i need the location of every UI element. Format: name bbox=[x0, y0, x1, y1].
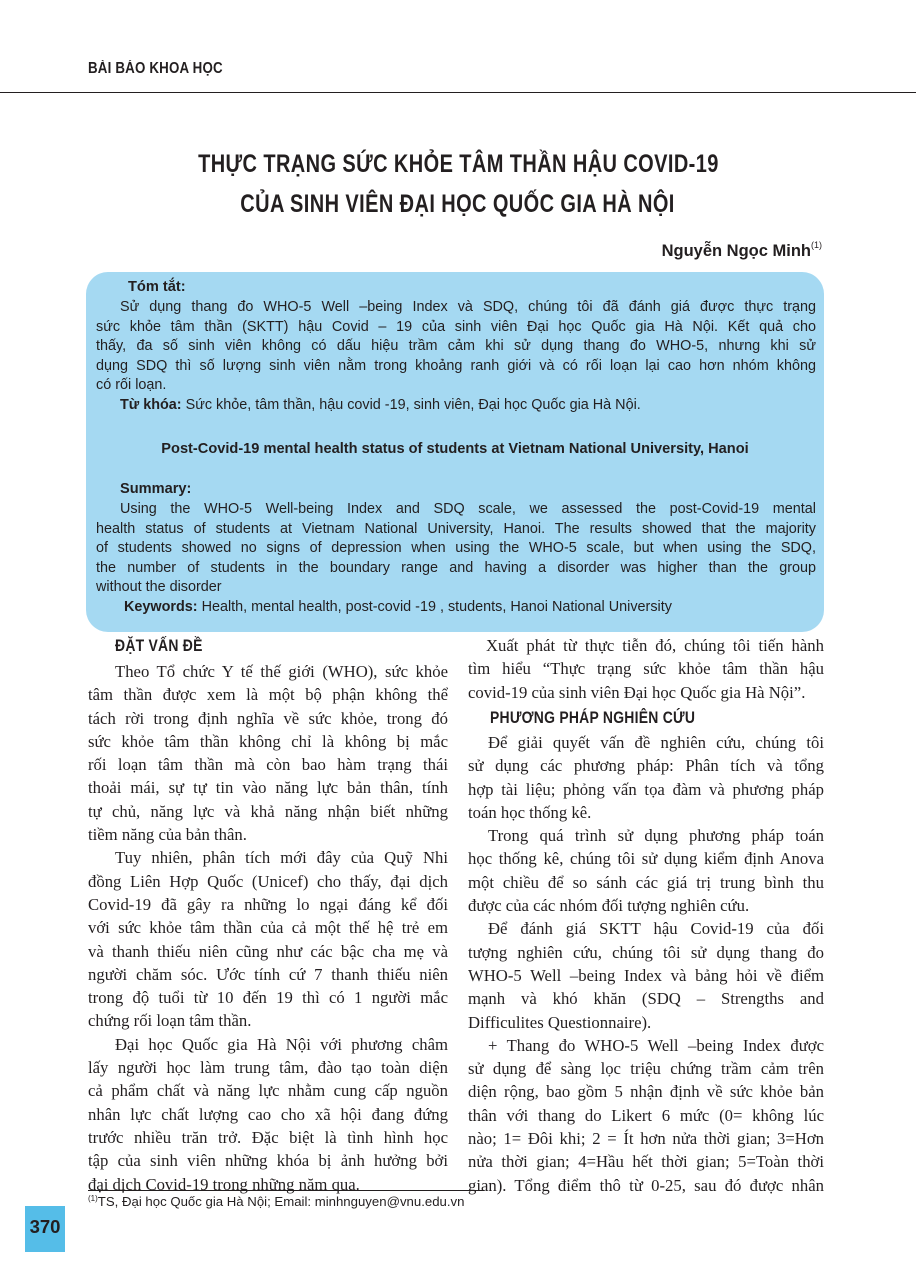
section-heading-intro: ĐẶT VẤN ĐỀ bbox=[115, 636, 203, 655]
paragraph-line: tìm hiểu “Thực trạng sức khỏe tâm thần hậu bbox=[468, 659, 824, 679]
footnote-mark: (1) bbox=[88, 1194, 98, 1203]
paragraph-line: tâm thần được xem là một bộ phận không thể bbox=[88, 685, 448, 705]
footnote-rule bbox=[88, 1190, 484, 1191]
paragraph-line: sử dụng để sàng lọc triệu chứng trầm cảm trên bbox=[468, 1059, 824, 1079]
paragraph-line: nào; 1= Đôi khi; 2 = Ít hơn nửa thời gian; 3=Hơn bbox=[468, 1129, 824, 1149]
author-mark: (1) bbox=[811, 240, 822, 250]
paragraph-line: đại dịch Covid-19 trong những năm qua. bbox=[88, 1174, 360, 1194]
abstract-vi-keywords bbox=[96, 396, 816, 416]
abstract-vi-line: sức khỏe tâm thần (SKTT) hậu Covid – 19 của sinh viên Đại học Quốc gia Hà Nội. Kết quả cho bbox=[96, 318, 816, 335]
right-column-text-a bbox=[468, 634, 824, 704]
paragraph-line: tượng nghiên cứu, chúng tôi sử dụng thang đo bbox=[468, 942, 824, 962]
paragraph-line: tách rời trong định nghĩa về sức khỏe, trong đó bbox=[88, 708, 448, 728]
abstract-vi-line: dụng SDQ thì số lượng sinh viên nằm trong khoảng ranh giới và có rối loạn lại cao hơn nhóm không bbox=[96, 357, 816, 374]
paragraph-line: sử dụng các phương pháp: Phân tích và tổng bbox=[468, 756, 824, 776]
paragraph-line: người chăm sóc. Ước tính cứ 7 thanh thiếu niên bbox=[88, 964, 448, 984]
paragraph-line: covid-19 của sinh viên Đại học Quốc gia Hà Nội”. bbox=[468, 682, 806, 702]
paragraph-line: Difficulites Questionnaire). bbox=[468, 1012, 652, 1032]
right-column-text-b bbox=[468, 731, 824, 1197]
section-heading-methods: PHƯƠNG PHÁP NGHIÊN CỨU bbox=[490, 708, 696, 727]
abstract-en-line: the number of students in the boundary range and having a disorder was higher than the group bbox=[96, 559, 816, 576]
keywords-vi-label: Từ khóa: bbox=[120, 396, 182, 413]
paragraph-line: diện rộng, bao gồm 5 nhận định về sức khỏe bản bbox=[468, 1082, 824, 1102]
paragraph-line: và thanh thiếu niên cũng như các bậc cha mẹ và bbox=[88, 941, 448, 961]
paragraph-line: hợp tài liệu; phỏng vấn tọa đàm và phương pháp bbox=[468, 779, 824, 799]
abstract-en-body bbox=[96, 500, 816, 617]
paragraph-line: rối loạn tâm thần mà còn bao hàm trạng thái bbox=[88, 755, 448, 775]
paragraph-line: nửa thời gian; 4=Hầu hết thời gian; 5=Toàn thời bbox=[468, 1152, 824, 1172]
paragraph-line: một chiều để so sánh các giá trị trung bình thu bbox=[468, 872, 824, 892]
abstract-en-keywords bbox=[96, 598, 816, 618]
keywords-en-text: Health, mental health, post-covid -19 , students, Hanoi National University bbox=[197, 598, 672, 615]
left-column-text bbox=[88, 660, 448, 1196]
author-name: Nguyễn Ngọc Minh bbox=[661, 242, 811, 260]
abstract-vi-heading: Tóm tắt: bbox=[128, 279, 186, 295]
paragraph-line: mạnh và khó khăn (SDQ – Strengths and bbox=[468, 989, 824, 1009]
paragraph-line: tập của sinh viên những khóa bị ảnh hưởng bởi bbox=[88, 1151, 448, 1171]
article-title-line-1: THỰC TRẠNG SỨC KHỎE TÂM THẦN HẬU COVID-19 bbox=[197, 150, 719, 178]
section-label: BÀI BÁO KHOA HỌC bbox=[88, 60, 223, 77]
footnote bbox=[88, 1194, 464, 1209]
paragraph-line: thoải mái, sự tự tin vào năng lực bản thân, tính bbox=[88, 778, 448, 798]
paragraph-line: trong độ tuổi từ 10 đến 19 thì có 1 người mắc bbox=[88, 988, 448, 1008]
paragraph-line: Theo Tổ chức Y tế thế giới (WHO), sức khỏe bbox=[115, 662, 448, 681]
abstract-en-line: Using the WHO-5 Well-being Index and SDQ scale, we assessed the post-Covid-19 mental bbox=[120, 501, 816, 517]
paragraph-line: WHO-5 Well –being Index và bảng hỏi về điểm bbox=[468, 965, 824, 985]
paragraph-line: chứng rối loạn tâm thần. bbox=[88, 1011, 252, 1031]
paragraph-line: Để đánh giá SKTT hậu Covid-19 của đối bbox=[488, 919, 824, 939]
paragraph-line: trước nhiều trăn trở. Đặc biệt là tình hình học bbox=[88, 1127, 448, 1147]
paragraph-line: cả phẩm chất và năng lực nhằm cung cấp nguồn bbox=[88, 1081, 448, 1101]
paragraph-line: gian). Tổng điểm thô từ 0-25, sau đó được nhân bbox=[468, 1175, 824, 1195]
paragraph-line: tự chủ, năng lực và khả năng nhận biết những bbox=[88, 801, 448, 821]
paragraph-line: Đại học Quốc gia Hà Nội với phương châm bbox=[115, 1034, 448, 1054]
paragraph-line: học thống kê, chúng tôi sử dụng kiểm định Anova bbox=[468, 849, 824, 869]
paragraph-line: + Thang đo WHO-5 Well –being Index được bbox=[488, 1035, 824, 1055]
paragraph-line: thân với thang do Likert 6 mức (0= không lúc bbox=[468, 1105, 824, 1125]
paragraph-line: Để giải quyết vấn đề nghiên cứu, chúng tôi bbox=[488, 733, 824, 752]
paragraph-line: Tuy nhiên, phân tích mới đây của Quỹ Nhi bbox=[115, 848, 448, 868]
paragraph-line: toán học thống kê. bbox=[468, 802, 592, 822]
paragraph-line: Trong quá trình sử dụng phương pháp toán bbox=[488, 826, 824, 846]
abstract-vi-line: có rối loạn. bbox=[96, 377, 167, 393]
author bbox=[662, 240, 822, 261]
keywords-en-label: Keywords: bbox=[124, 598, 198, 615]
header-rule bbox=[0, 92, 916, 93]
abstract-en-line: without the disorder bbox=[96, 579, 222, 595]
paragraph-line: Xuất phát từ thực tiễn đó, chúng tôi tiến hành bbox=[486, 636, 824, 655]
abstract-en-line: of students showed no signs of depression when using the WHO-5 scale, but when using the SDQ, bbox=[96, 540, 816, 556]
page-number: 370 bbox=[29, 1216, 61, 1237]
footnote-text: TS, Đại học Quốc gia Hà Nội; Email: minhnguyen@vnu.edu.vn bbox=[97, 1194, 465, 1209]
paragraph-line: tiềm năng của bản thân. bbox=[88, 825, 247, 845]
article-title-line-2: CỦA SINH VIÊN ĐẠI HỌC QUỐC GIA HÀ NỘI bbox=[240, 190, 676, 218]
abstract-en-heading: Summary: bbox=[120, 481, 192, 497]
abstract-en-line: health status of students at Vietnam National University, Hanoi. The results showed that the majority bbox=[96, 520, 816, 537]
paragraph-line: sức khỏe tâm thần không chỉ là không bị mắc bbox=[88, 731, 448, 751]
paragraph-line: nhân lực chất lượng cao cho xã hội đang đứng bbox=[88, 1104, 448, 1124]
keywords-vi-text: Sức khỏe, tâm thần, hậu covid -19, sinh viên, Đại học Quốc gia Hà Nội. bbox=[181, 396, 641, 413]
abstract-vi-body bbox=[96, 298, 816, 415]
paragraph-line: Covid-19 đã gây ra những lo ngại đáng kể đối bbox=[88, 894, 448, 914]
paragraph-line: đồng Liên Hợp Quốc (Unicef) cho thấy, đại dịch bbox=[88, 871, 448, 891]
paragraph-line: với sức khỏe tâm thần của cả một thế hệ trẻ em bbox=[88, 918, 448, 938]
paragraph-line: lấy người học làm trung tâm, đào tạo toàn diện bbox=[88, 1058, 448, 1078]
abstract-vi-line: thấy, đa số sinh viên không có dấu hiệu trầm cảm khi sử dụng thang đo WHO-5, nhưng khi sử bbox=[96, 338, 816, 354]
abstract-vi-line: Sử dụng thang đo WHO-5 Well –being Index và SDQ, chúng tôi đã đánh giá được thực trạng bbox=[120, 299, 816, 315]
paragraph-line: được của các nhóm đối tượng nghiên cứu. bbox=[468, 896, 750, 916]
english-title: Post-Covid-19 mental health status of students at Vietnam National University, Hanoi bbox=[161, 441, 749, 457]
